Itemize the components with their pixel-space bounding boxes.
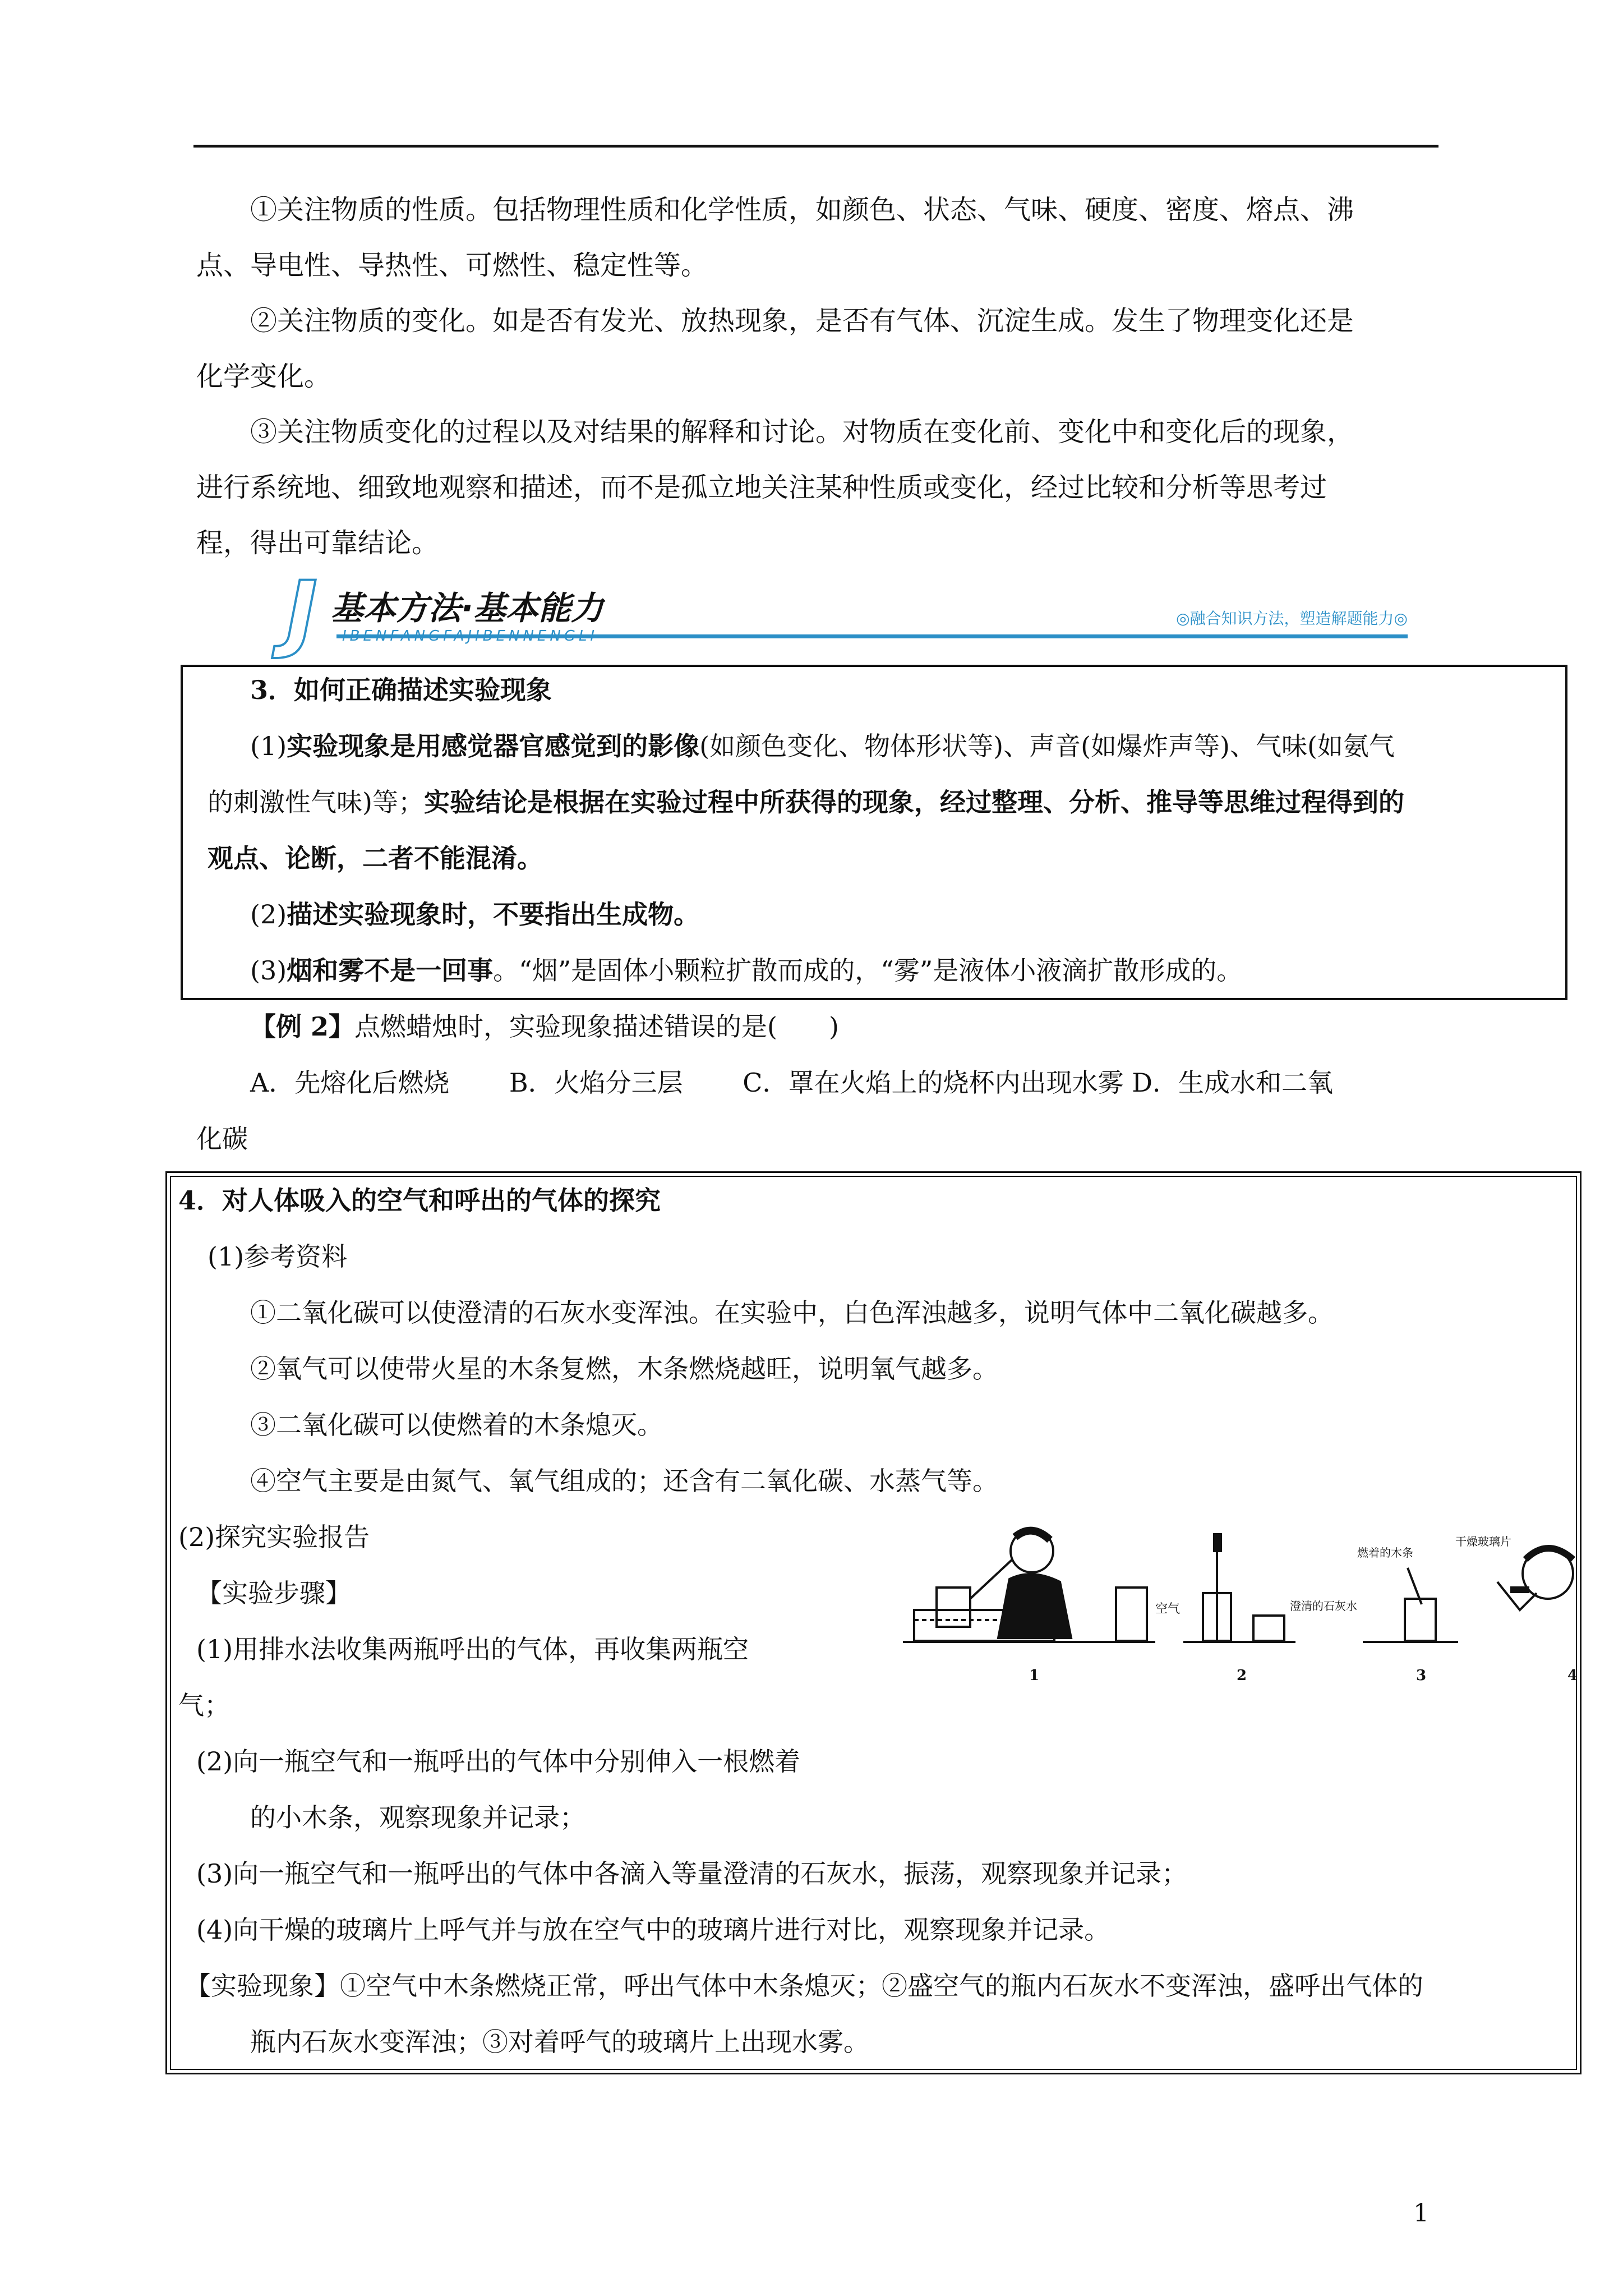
section3-heading: 3．如何正确描述实验现象 xyxy=(250,675,552,705)
section4-heading: 4．对人体吸入的空气和呼出的气体的探究 xyxy=(178,1185,661,1216)
section4-step2-cont: 的小木条，观察现象并记录； xyxy=(250,1802,585,1833)
intro-p3-line2: 进行系统地、细致地观察和描述，而不是孤立地关注某种性质或变化，经过比较和分析等思考过 xyxy=(196,472,1327,503)
example2-label: 【例 2】 xyxy=(250,1011,355,1042)
example2-options-cont: 化碳 xyxy=(196,1124,248,1154)
section4-ref-title: (1)参考资料 xyxy=(208,1241,348,1272)
section4-ref1: ①二氧化碳可以使澄清的石灰水变浑浊。在实验中，白色浑浊越多，说明气体中二氧化碳越多。 xyxy=(250,1297,1334,1328)
section4-report-title: (2)探究实验报告 xyxy=(178,1522,370,1552)
intro-p3-line3: 程，得出可靠结论。 xyxy=(196,527,439,559)
figure-label-1: 1 xyxy=(1029,1667,1040,1684)
intro-paragraph-3-end xyxy=(196,516,1436,571)
section3-p1-text: (如颜色变化、物体形状等)、声音(如爆炸声等)、气味(如氨气 xyxy=(699,731,1395,761)
section3-box xyxy=(181,665,1567,1000)
figure-bottle-label-air: 空气 xyxy=(1155,1602,1181,1616)
banner-title: 基本方法·基本能力 xyxy=(331,589,604,627)
intro-paragraph-2-cont xyxy=(196,349,1436,404)
section3-p1-line2 xyxy=(208,785,1404,819)
section3-p1-bold2: 实验结论是根据在实验过程中所获得的现象，经过整理、分析、推导等思维过程得到的 xyxy=(423,787,1404,817)
section4-phen-title: 【实验现象】 xyxy=(185,1971,340,2001)
section3-p3-bold: 烟和雾不是一回事 xyxy=(287,955,494,986)
header-rule xyxy=(193,145,1438,148)
intro-p1-line1: ①关注物质的性质。包括物理性质和化学性质，如颜色、状态、气味、硬度、密度、熔点、沸 xyxy=(250,194,1354,226)
section4-phenomena-cont: 瓶内石灰水变浑浊；③对着呼气的玻璃片上出现水雾。 xyxy=(250,2027,869,2057)
intro-paragraph-3-cont xyxy=(196,460,1436,516)
section3-p2-num: (2) xyxy=(250,899,287,930)
section4-ref2: ②氧气可以使带火星的木条复燃，木条燃烧越旺，说明氧气越多。 xyxy=(250,1354,998,1384)
figure-glass-label: 干燥玻璃片 xyxy=(1455,1535,1511,1548)
section4-step3: (3)向一瓶空气和一瓶呼出的气体中各滴入等量澄清的石灰水，振荡，观察现象并记录； xyxy=(196,1858,1188,1889)
banner-slogan: ◎融合知识方法，塑造解题能力◎ xyxy=(1176,609,1408,628)
figure-label-3: 3 xyxy=(1416,1667,1427,1684)
intro-p2-line1: ②关注物质的变化。如是否有发光、放热现象，是否有气体、沉淀生成。发生了物理变化还是 xyxy=(250,305,1354,337)
intro-p3-line1: ③关注物质变化的过程以及对结果的解释和讨论。对物质在变化前、变化中和变化后的现象， xyxy=(250,416,1354,448)
figure-label-4: 4 xyxy=(1567,1667,1578,1684)
intro-paragraph-1-cont xyxy=(196,238,1436,293)
figure-panel-2 xyxy=(1183,1534,1357,1642)
banner-underline xyxy=(336,634,1408,638)
intro-p1-line2: 点、导电性、导热性、可燃性、稳定性等。 xyxy=(196,250,708,281)
figure-panel-4 xyxy=(1455,1535,1573,1610)
figure-wood-label: 燃着的木条 xyxy=(1357,1546,1413,1559)
section4-ref4: ④空气主要是由氮气、氧气组成的；还含有二氧化碳、水蒸气等。 xyxy=(250,1466,998,1496)
section3-p2-bold: 描述实验现象时，不要指出生成物。 xyxy=(287,899,700,930)
banner-letter-logo: J xyxy=(286,564,317,661)
section4-step4: (4)向干燥的玻璃片上呼气并与放在空气中的玻璃片进行对比，观察现象并记录。 xyxy=(196,1915,1110,1945)
figure-limewater-label: 澄清的石灰水 xyxy=(1290,1599,1357,1613)
section3-p3-text: 。“烟”是固体小颗粒扩散而成的，“雾”是液体小液滴扩散形成的。 xyxy=(493,955,1243,986)
figure-label-2: 2 xyxy=(1237,1667,1247,1684)
section4-ref3: ③二氧化碳可以使燃着的木条熄灭。 xyxy=(250,1410,663,1440)
section3-p1-text2: 的刺激性气味)等； xyxy=(208,787,424,817)
figure-panel-3 xyxy=(1357,1546,1458,1642)
section3-p2 xyxy=(250,898,699,931)
section4-step2: (2)向一瓶空气和一瓶呼出的气体中分别伸入一根燃着 xyxy=(196,1746,801,1777)
intro-paragraph-1 xyxy=(196,182,1436,238)
section4-steps-title: 【实验步骤】 xyxy=(196,1578,351,1608)
experiment-figure xyxy=(903,1526,1584,1688)
section4-phen-line1: ①空气中木条燃烧正常，呼出气体中木条熄灭；②盛空气的瓶内石灰水不变浑浊，盛呼出气体的 xyxy=(340,1971,1423,2001)
section3-p3-num: (3) xyxy=(250,955,287,986)
section3-p3 xyxy=(250,954,1242,987)
banner-subtitle: IBENFANGFAJIBENNENGLI xyxy=(342,628,598,645)
example2-question-text: 点燃蜡烛时，实验现象描述错误的是( ) xyxy=(354,1011,839,1042)
intro-paragraph-3 xyxy=(196,404,1436,460)
figure-panel-1 xyxy=(903,1530,1180,1642)
section4-step1-cont: 气； xyxy=(178,1690,230,1720)
example2-options: A．先熔化后燃烧 B．火焰分三层 C．罩在火焰上的烧杯内出现水雾 D．生成水和二氧 xyxy=(250,1068,1333,1098)
example2-question xyxy=(250,1010,839,1043)
section3-p1-line3: 观点、论断，二者不能混淆。 xyxy=(208,843,543,873)
section3-p1-bold: 实验现象是用感觉器官感觉到的影像 xyxy=(287,731,700,761)
section4-step1: (1)用排水法收集两瓶呼出的气体，再收集两瓶空 xyxy=(196,1634,749,1664)
intro-paragraph-2 xyxy=(196,293,1436,349)
section-banner xyxy=(286,564,1408,661)
page-number: 1 xyxy=(1413,2199,1429,2228)
section4-phenomena xyxy=(185,1969,1423,2003)
section3-p1-line1 xyxy=(250,729,1395,763)
section3-p1-num: (1) xyxy=(250,731,287,761)
intro-p2-line2: 化学变化。 xyxy=(196,361,331,392)
